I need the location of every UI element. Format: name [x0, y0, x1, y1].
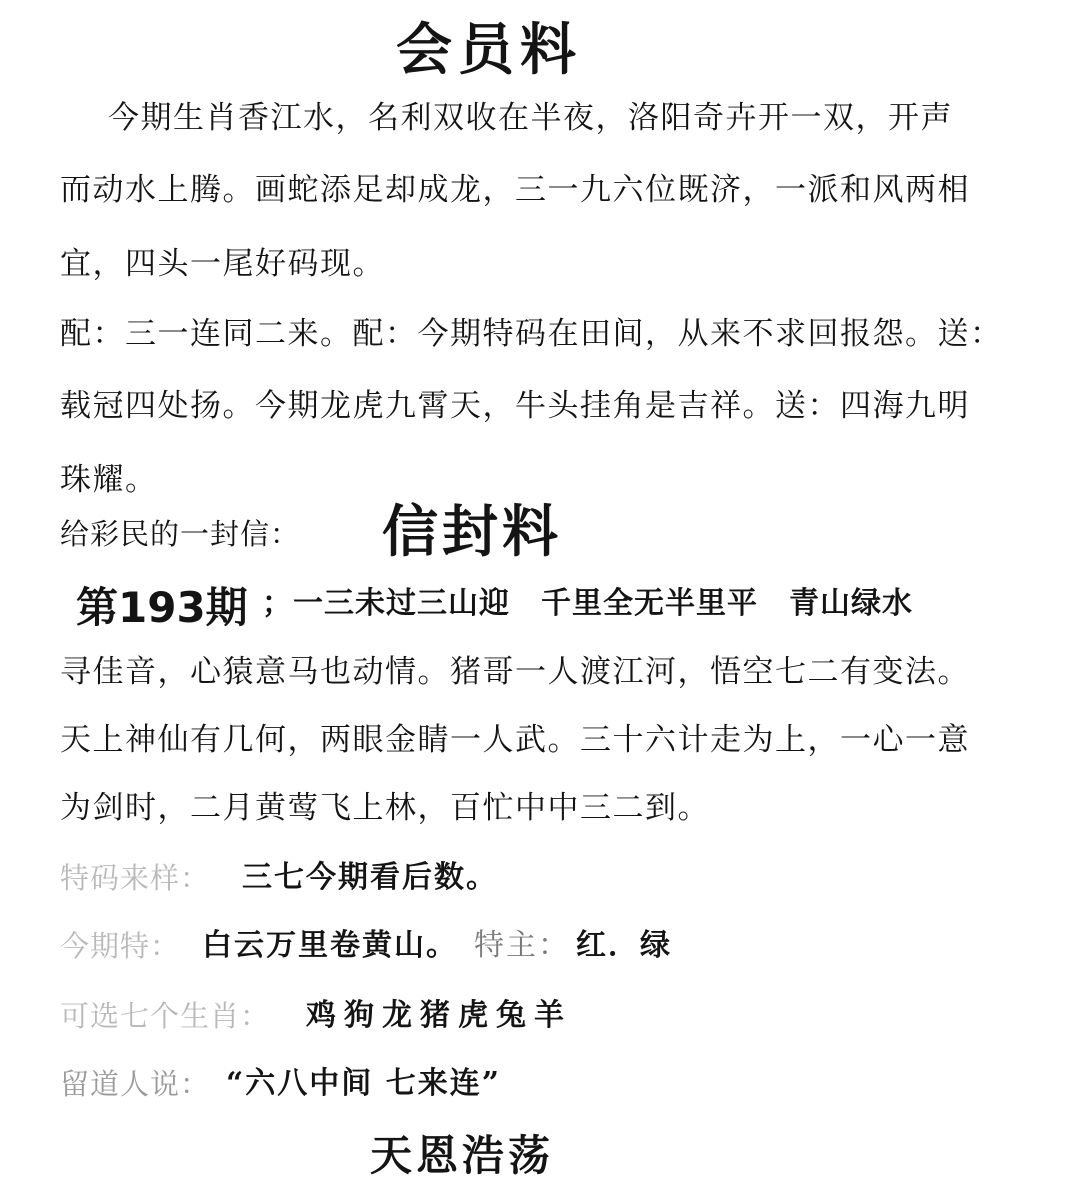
envelope-text-line: 寻佳音，心猿意马也动情。猪哥一人渡江河，悟空七二有变法。 [60, 654, 970, 690]
row-quote: “六八中间 七来连” [226, 1066, 501, 1101]
row-value: 白云万里卷黄山。 [202, 928, 458, 963]
envelope-text-line: 天上神仙有几何，两眼金睛一人武。三十六计走为上，一心一意 [60, 722, 970, 758]
row-tag: 特主： [474, 928, 570, 963]
member-section-title: 会员料 [396, 17, 582, 83]
row-label: 留道人说： [60, 1067, 211, 1101]
row-label: 今期特： [60, 929, 181, 963]
zodiac-list: 鸡狗龙猪虎兔羊 [306, 998, 572, 1033]
envelope-section-title: 信封料 [382, 499, 562, 565]
member-text-line: 而动水上腾。画蛇添足却成龙，三一九六位既济，一派和风两相 [60, 172, 970, 208]
member-text-line: 今期生肖香江水，名利双收在半夜，洛阳奇卉开一双，开声 [108, 100, 953, 136]
issue-verse: ；一三未过三山迎 千里全无半里平 青山绿水 [262, 586, 913, 621]
row-label: 特码来样： [60, 861, 211, 895]
member-text-line: 配：三一连同二来。配：今期特码在田间，从来不求回报怨。送： [60, 316, 1003, 352]
member-text-line: 珠耀。 [60, 462, 158, 498]
row-colors: 红．绿 [576, 928, 672, 963]
member-text-line: 宜，四头一尾好码现。 [60, 246, 385, 282]
member-text-line: 载冠四处扬。今期龙虎九霄天，牛头挂角是吉祥。送：四海九明 [60, 388, 970, 424]
issue-number: 第193期 [76, 583, 248, 632]
envelope-text-line: 为剑时，二月黄莺飞上林，百忙中中三二到。 [60, 790, 710, 826]
closing-text: 天恩浩荡 [370, 1131, 555, 1180]
row-label: 可选七个生肖： [60, 999, 271, 1033]
row-value: 三七今期看后数。 [242, 860, 498, 895]
letter-label: 给彩民的一封信： [60, 517, 301, 551]
